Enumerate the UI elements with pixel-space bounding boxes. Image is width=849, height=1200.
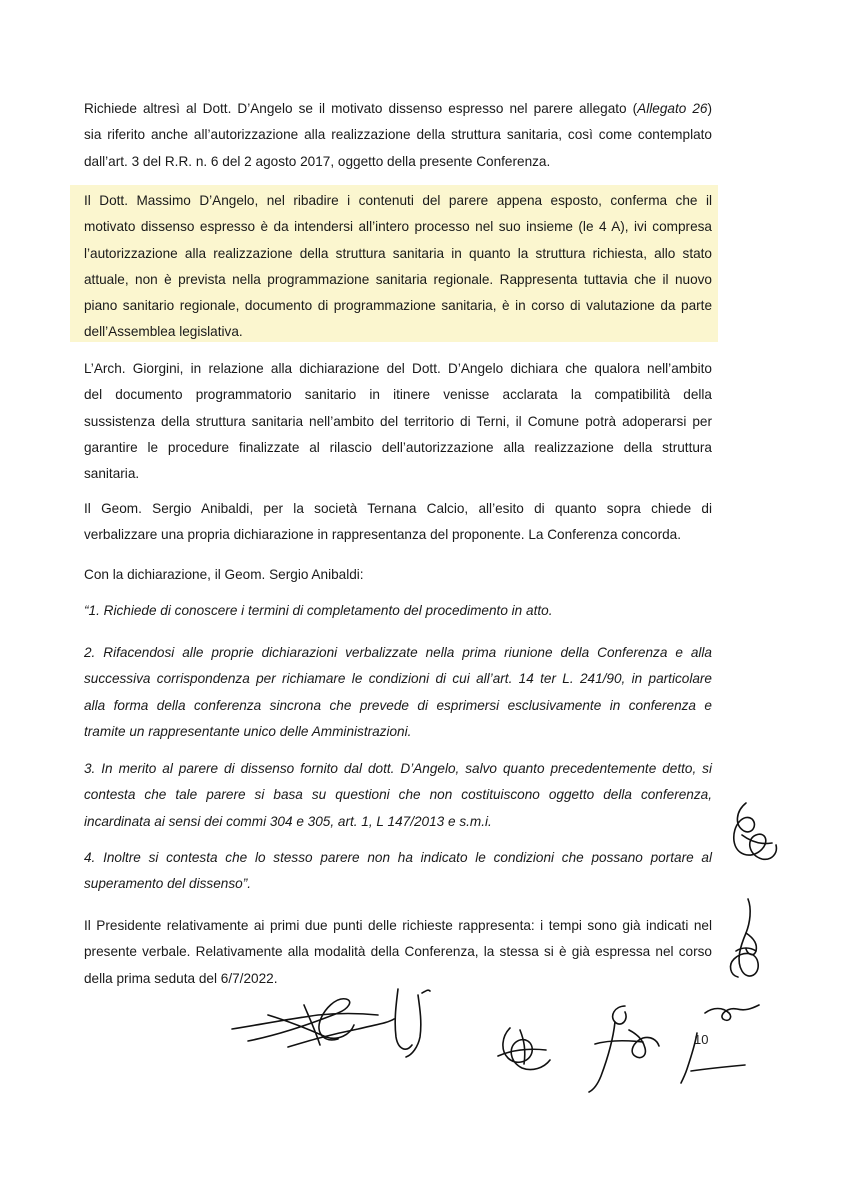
bottom-signature-2	[380, 985, 440, 1060]
text-line: 2. Rifacendosi alle proprie dichiarazioni verbalizzate nella prima riunione della Conferenza e alla	[84, 645, 712, 660]
paragraph-dichiarazione-intro	[84, 562, 712, 588]
bottom-signature-5	[675, 995, 765, 1085]
margin-initials-signature	[716, 795, 786, 875]
paragraph-richiesta-dangelo	[84, 96, 712, 175]
paragraph-presidente	[84, 913, 712, 992]
text-line: “1. Richiede di conoscere i termini di completamento del procedimento in atto.	[84, 603, 553, 618]
text-line: l’autorizzazione alla realizzazione della struttura sanitaria in quanto la struttura richiesta, allo stato	[84, 245, 712, 261]
allegato-reference: Allegato 26	[637, 101, 708, 116]
text-line: alla forma della conferenza sincrona che prevede di esprimersi esclusivamente in conferenza e	[84, 697, 712, 713]
text-line: tramite un rappresentante unico delle Amministrazioni.	[84, 723, 412, 739]
text-line: Il Dott. Massimo D’Angelo, nel ribadire i contenuti del parere appena esposto, conferma che il	[84, 193, 712, 208]
margin-initials-signature-2	[718, 895, 778, 990]
text-line: Il Presidente relativamente ai primi due punti delle richieste rappresenta: i tempi sono già indicati nel	[84, 918, 712, 933]
text-line: superamento del dissenso”.	[84, 876, 251, 892]
text-line: Richiede altresì al Dott. D’Angelo se il motivato dissenso espresso nel parere allegato (Allegato 26)	[84, 101, 712, 116]
text-line: della prima seduta del 6/7/2022.	[84, 970, 278, 986]
text-line: motivato dissenso espresso è da intendersi all’intero processo nel suo insieme (le 4 A), ivi compresa	[84, 219, 712, 235]
text-line: Il Geom. Sergio Anibaldi, per la società Ternana Calcio, all’esito di quanto sopra chiede di	[84, 501, 712, 516]
paragraph-punto-2	[84, 640, 712, 745]
paragraph-punto-3	[84, 756, 712, 835]
paragraph-punto-4	[84, 845, 712, 898]
text-line: verbalizzare una propria dichiarazione in rappresentanza del proponente. La Conferenza concorda.	[84, 527, 681, 543]
text-line: Con la dichiarazione, il Geom. Sergio Anibaldi:	[84, 567, 364, 582]
text-line: garantire le procedure finalizzate al rilascio dell’autorizzazione alla realizzazione della struttura	[84, 439, 712, 455]
paragraph-giorgini	[84, 356, 712, 487]
text-line: dell’Assemblea legislativa.	[84, 324, 243, 340]
text-line: contesta che tale parere si basa su questioni che non costituiscono oggetto della conferenza,	[84, 787, 712, 803]
text-line: presente verbale. Relativamente alla modalità della Conferenza, la stessa si è già espressa nel corso	[84, 944, 712, 960]
bottom-signature-3	[490, 1020, 560, 1075]
text-line: 3. In merito al parere di dissenso fornito dal dott. D’Angelo, salvo quanto precedentemente detto, si	[84, 761, 712, 776]
text-line: L’Arch. Giorgini, in relazione alla dichiarazione del Dott. D’Angelo dichiara che qualora nell’ambito	[84, 361, 712, 376]
text-line: del documento programmatorio sanitario in itinere venisse acclarata la compatibilità della	[84, 387, 712, 403]
paragraph-anibaldi	[84, 496, 712, 549]
page-number: 10	[694, 1032, 709, 1047]
text-line: sia riferito anche all’autorizzazione alla realizzazione della struttura sanitaria, così come contemplato	[84, 127, 712, 143]
paragraph-dangelo-risposta	[84, 188, 712, 346]
text-line: dall’art. 3 del R.R. n. 6 del 2 agosto 2017, oggetto della presente Conferenza.	[84, 153, 551, 169]
bottom-signature-4	[585, 1000, 665, 1095]
text-line: successiva corrispondenza per richiamare le condizioni di cui all’art. 14 ter L. 241/90, in particolare	[84, 671, 712, 687]
paragraph-punto-1	[84, 598, 712, 624]
text-line: attuale, non è prevista nella programmazione sanitaria regionale. Rappresenta tuttavia che il nuovo	[84, 271, 712, 287]
text-line: piano sanitario regionale, documento di programmazione sanitaria, è in corso di valutazione da parte	[84, 298, 712, 314]
bottom-signature-1	[228, 985, 398, 1060]
text-line: sanitaria.	[84, 466, 140, 482]
text-line: 4. Inoltre si contesta che lo stesso parere non ha indicato le condizioni che possano portare al	[84, 850, 712, 865]
text-line: incardinata ai sensi dei commi 304 e 305, art. 1, L 147/2013 e s.m.i.	[84, 813, 492, 829]
text-line: sussistenza della struttura sanitaria nell’ambito del territorio di Terni, il Comune potrà adoperarsi per	[84, 413, 712, 429]
